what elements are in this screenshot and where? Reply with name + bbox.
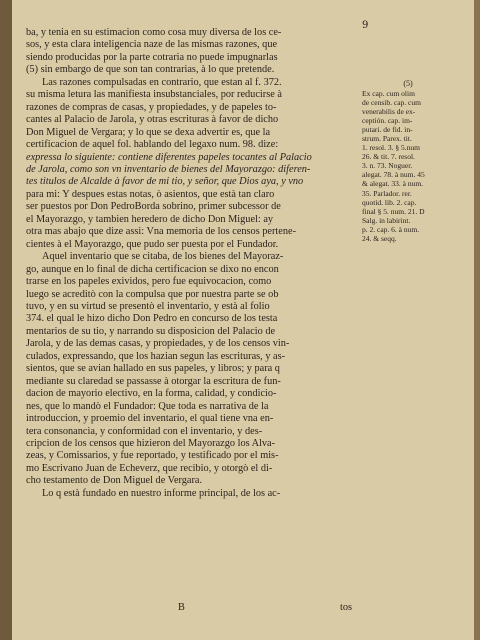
marginal-note-line: 1. resol. 3. § 5.num	[362, 143, 420, 153]
catchword: tos	[339, 602, 352, 613]
text-line: cientes à el Mayorazgo, que pudo ser puesta por el Fundador.	[26, 238, 279, 250]
text-line: Jarola, y de las demas casas, y propiedades, y de los censos vin-	[26, 338, 290, 350]
text-line: tes titulos de Alcalde à favor de mi tio, y señor, que Dios aya, y vno	[26, 176, 304, 188]
text-line: certificacion de aquel fol. hablando del legaxo num. 98. dize:	[26, 139, 279, 151]
text-line: cantes al Palacio de Jarola, y otras escrituras à favor de dicho	[26, 114, 279, 126]
text-line: el Mayorazgo, y tambien heredero de dicho Don Miguel: ay	[26, 213, 274, 225]
marginal-note-line: ceptión. cap. im-	[362, 116, 413, 126]
marginal-note-line: final § 5. num. 21. D	[362, 206, 425, 216]
text-line: nes, que lo mandò el Fundador: Que toda es narrativa de la	[26, 400, 269, 412]
text-line: siendo producidas por la parte cotraria no puede impugnarlas	[26, 51, 278, 63]
text-line: mentarios de su tio, y narrando su disposicion del Palacio de	[26, 325, 276, 337]
text-line: mediante su claredad se passasse à otorgar la escritura de fun-	[26, 375, 281, 387]
text-line: razones de compras de casas, y propiedades, y de papeles to-	[26, 101, 277, 113]
text-line: para mi: Y despues estas notas, ò asientos, que està tan claro	[26, 188, 275, 200]
text-line: tuvo, y en su virtud se presentò el inventario, y està al folio	[26, 300, 270, 312]
marginal-note-line: 3. n. 73. Noguer.	[362, 161, 413, 171]
marginal-note-line: & alegat. 33. à num.	[362, 179, 424, 189]
marginal-note-line: 24. & seqq.	[362, 233, 397, 243]
text-line: zeas, y Comissarios, y fue reportado, y testificado por el mis-	[26, 450, 279, 462]
text-line: (5) sin embargo de que son tan contrarias, à lo que pretende.	[26, 64, 275, 76]
marginal-note-line: strum. Parex. tit.	[362, 134, 412, 144]
marginal-note-line: alegat. 78. à num. 45	[362, 170, 425, 180]
text-line: otra mas abajo que dize assi: Vna memoria de los censos pertene-	[26, 226, 297, 238]
text-line: luego se acreditò con la compulsa que por nuestra parte se ob	[26, 288, 279, 300]
marginal-note-line: putari. de fid. in-	[362, 125, 413, 135]
marginal-note-line: 35. Parlador. rer.	[362, 188, 412, 198]
marginal-note-mark: (5)	[403, 79, 413, 88]
text-line: ba, y tenia en su estimacion como cosa muy diversa de los ce-	[26, 27, 282, 38]
marginal-note-line: quotid. lib. 2. cap.	[362, 197, 417, 207]
text-line: expressa lo siguiente: contiene diferentes papeles tocantes al Palacio	[26, 151, 312, 163]
marginal-note-line: Salg. in labirint.	[362, 215, 411, 225]
text-line: cripcion de los censos que hizieron del Mayorazgo los Alva-	[26, 437, 276, 449]
text-line: cho testamento de Don Miguel de Vergara.	[26, 475, 203, 487]
page-footer	[26, 602, 352, 614]
text-line: tera consonancia, y conformidad con el inventario, y des-	[26, 425, 263, 437]
text-line: sos, y esta clara inteligencia naze de las mismas razones, que	[26, 39, 278, 51]
page-number: 9	[362, 20, 369, 31]
text-line: de Jarola, como son vn inventario de bienes del Mayorazgo: diferen-	[26, 163, 311, 175]
text-line: sientos, que se avian hallado en sus papeles, y libros; y para q	[26, 363, 280, 375]
marginal-note-line: venerabilis de ex-	[362, 107, 416, 117]
text-line: ser puestos por Don PedroBorda sobrino, primer subcessor de	[26, 201, 281, 213]
text-line: trarse en los papeles exividos, pero fue equivocacion, como	[26, 276, 272, 288]
main-text	[26, 27, 353, 500]
marginal-note-line: 26. & tit. 7. resol.	[362, 152, 415, 162]
text-line: culados, expressando, que los hazian segun las escrituras, y as-	[26, 350, 286, 362]
marginal-note	[362, 78, 454, 243]
text-line: Don Miguel de Vergara; y lo que se dexa advertir es, que la	[26, 126, 271, 138]
text-line: go, aunque en lo final de dicha certificacion se dixo no encon	[26, 263, 279, 275]
text-line: mo Escrivano Juan de Echeverz, que recibio, y otorgò el di-	[26, 462, 273, 474]
marginal-note-line: p. 2. cap. 6. à num.	[362, 224, 420, 234]
text-line: Las razones compulsadas en contrario, que estan al f. 372.	[42, 76, 282, 88]
marginal-note-line: de censib. cap. cum	[362, 98, 421, 108]
text-line: Aquel inventario que se citaba, de los bienes del Mayoraz-	[42, 251, 284, 263]
text-line: introduccion, y proemio del inventario, el qual tiene vna en-	[26, 413, 274, 425]
signature-mark: B	[178, 602, 185, 613]
text-line: Lo q està fundado en nuestro informe principal, de los ac-	[42, 487, 281, 499]
text-line: dacion de mayorio electivo, en la forma, calidad, y condicio-	[26, 388, 277, 400]
text-line: su misma letura las manifiesta insubstanciales, por reducirse à	[26, 89, 282, 101]
marginal-note-line: Ex cap. cum olim	[362, 89, 415, 98]
text-line: 374. el qual le hizo dicho Don Pedro en concurso de los testa	[26, 313, 278, 325]
